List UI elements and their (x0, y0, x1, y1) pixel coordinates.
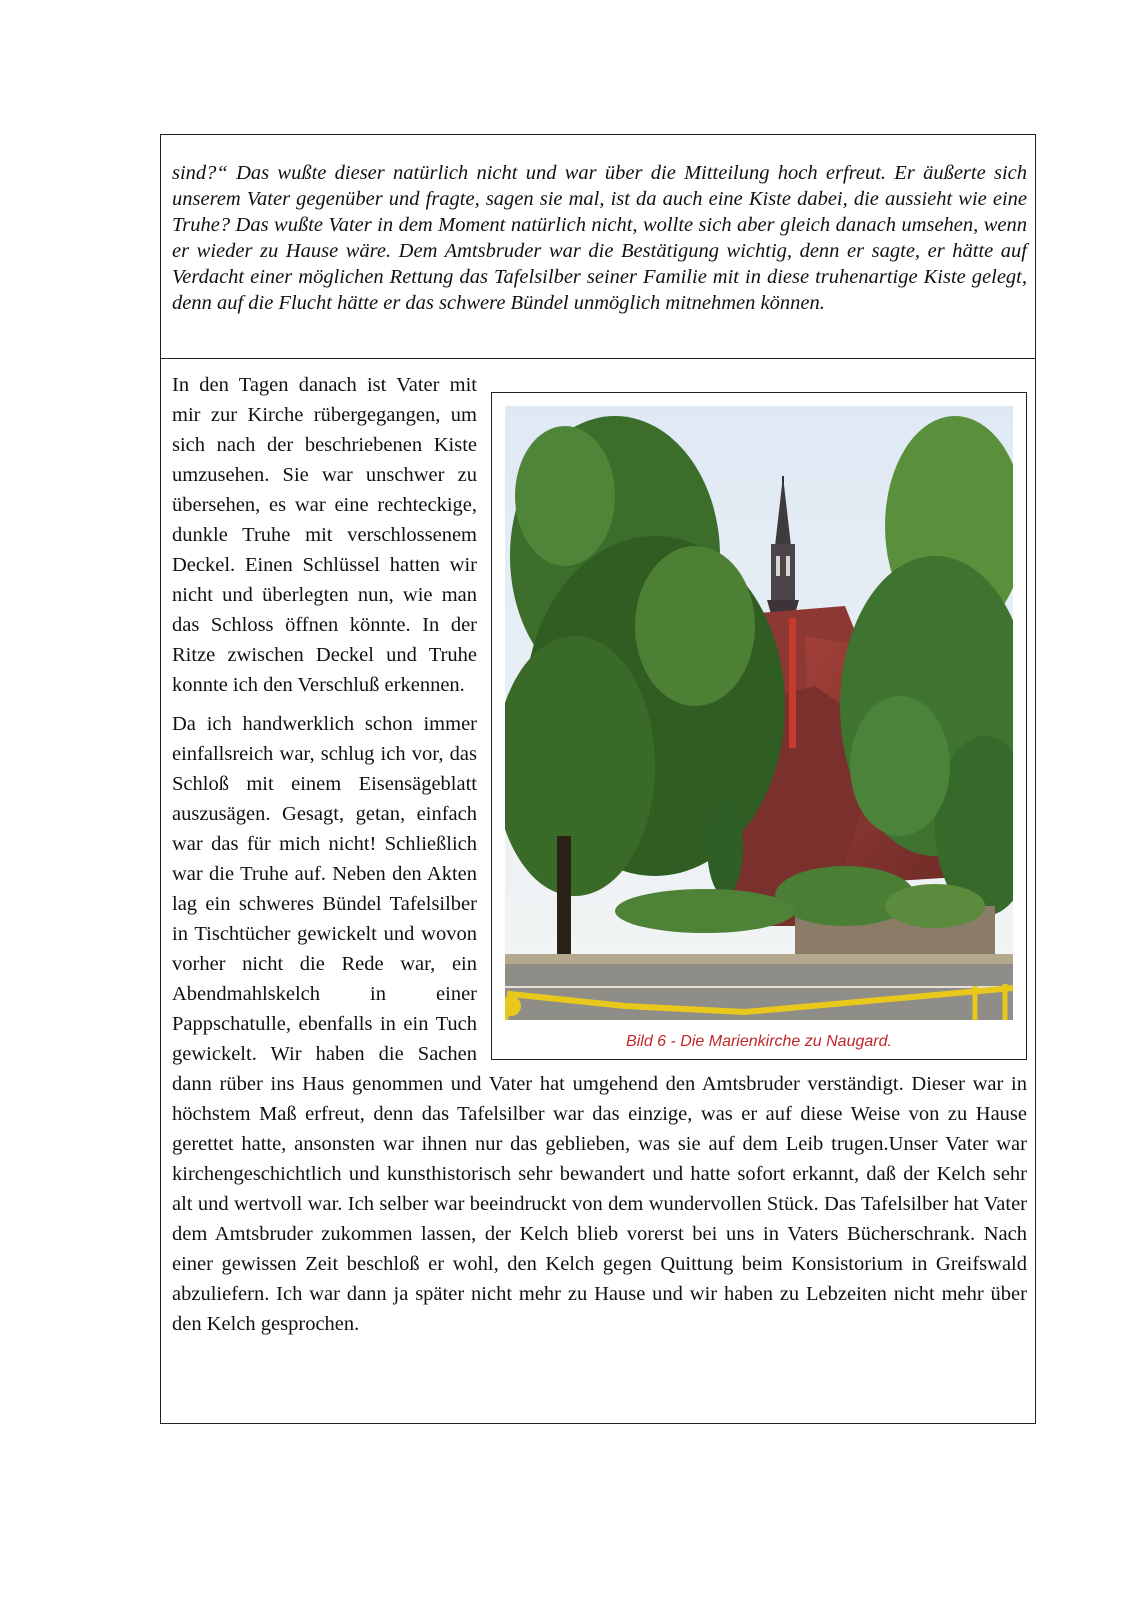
paragraph-2: Da ich handwerklich schon immer einfallsreich war, schlug ich vor, das Schloß mit einem Eisensägeblatt auszusägen. Gesagt, getan, einfach war das für mich nicht! Schließlich war die Truhe auf. Neben den Akten lag ein schweres Bündel Tafelsilber in Tischtücher gewickelt und wovon vorher nicht die Rede war, ein Abendmahlskelch in einer Pappschatulle, ebenfalls in ein Tuch gewickelt. Wir haben die Sachen dann rüber ins Haus genommen und Vater hat umgehend den Amtsbruder verständigt. Dieser war in höchstem Maß erfreut, denn das Tafelsilber war das einzige, was er auf diese Weise von zu Hause gerettet hatte, ansonsten war ihnen nur das geblieben, was sie auf dem Leib trugen.Unser Vater war kirchengeschichtlich und kunsthistorisch sehr bewandert und hatte sofort erkannt, daß der Kelch sehr alt und wertvoll war. Ich selber war beeindruckt von dem wundervollen Stück. Das Tafelsilber hat Vater dem Amtsbruder zukommen lassen, der Kelch blieb vorerst bei uns in Vaters Bücherschrank. Nach einer gewissen Zeit beschloß er wohl, den Kelch gegen Quittung beim Konsistorium in Greifswald abzuliefern. Ich war dann ja später nicht mehr zu Hause und wir haben zu Lebzeiten nicht mehr über den Kelch gesprochen. (172, 713, 1027, 1335)
italic-paragraph: sind?“ Das wußte dieser natürlich nicht und war über die Mitteilung hoch erfreut. Er äußerte sich unserem Vater gegenüber und fragte, sagen sie mal, ist da auch eine Kiste dabei, die aussieht wie eine Truhe? Das wußte Vater in dem Moment natürlich nicht, wollte sich aber gleich danach umsehen, wenn er wieder zu Hause wäre. Dem Amtsbruder war die Bestätigung wichtig, denn er sagte, er hätte auf Verdacht einer möglichen Rettung das Tafelsilber seiner Familie mit in diese truhenartige Kiste gelegt, denn auf die Flucht hätte er das schwere Bündel unmöglich mitnehmen können. (172, 162, 1027, 314)
figure-box (491, 392, 1027, 1060)
figure-caption: Bild 6 - Die Marienkirche zu Naugard. (626, 1033, 892, 1050)
main-text (172, 370, 1027, 1339)
paragraph-1: In den Tagen danach ist Vater mit mir zur Kirche rübergegangen, um sich nach der beschriebenen Kiste umzusehen. Sie war unschwer zu übersehen, es war eine rechteckige, dunkle Truhe mit verschlossenem Deckel. Einen Schlüssel hatten wir nicht und überlegten nun, wie man das Schloss öffnen könnte. In der Ritze zwischen Deckel und Truhe konnte ich den Verschluß erkennen. (172, 374, 477, 696)
church-photo (505, 406, 1013, 1020)
section-divider (160, 358, 1036, 359)
